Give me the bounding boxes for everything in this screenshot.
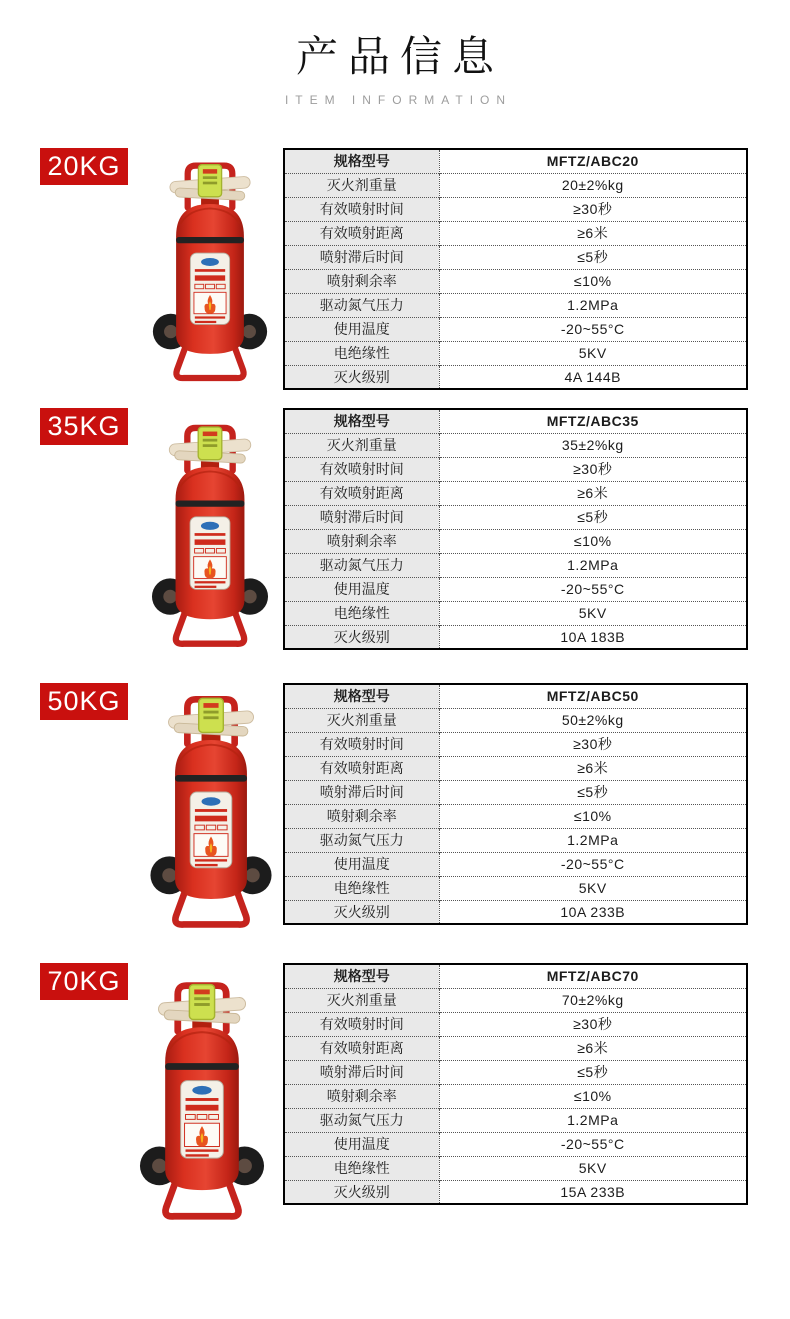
spec-label: 灭火剂重量 (284, 173, 439, 197)
spec-row (284, 341, 747, 365)
spec-value: 5KV (439, 341, 747, 365)
spec-value: 4A 144B (439, 365, 747, 389)
spec-label: 有效喷射距离 (284, 756, 439, 780)
spec-label: 有效喷射距离 (284, 1036, 439, 1060)
spec-value: ≤10% (439, 529, 747, 553)
spec-row (284, 173, 747, 197)
spec-row (284, 505, 747, 529)
spec-label: 使用温度 (284, 852, 439, 876)
spec-row (284, 1036, 747, 1060)
spec-value: ≥6米 (439, 1036, 747, 1060)
spec-label: 使用温度 (284, 577, 439, 601)
spec-label: 有效喷射时间 (284, 457, 439, 481)
spec-label: 电绝缘性 (284, 601, 439, 625)
spec-row (284, 365, 747, 389)
spec-value: 1.2MPa (439, 553, 747, 577)
spec-label: 规格型号 (284, 684, 439, 708)
spec-row (284, 1132, 747, 1156)
spec-row (284, 852, 747, 876)
spec-row (284, 900, 747, 924)
spec-value: 10A 233B (439, 900, 747, 924)
spec-label: 喷射剩余率 (284, 269, 439, 293)
spec-value: 10A 183B (439, 625, 747, 649)
page-header (0, 24, 790, 107)
spec-value: 20±2%kg (439, 173, 747, 197)
spec-label: 规格型号 (284, 409, 439, 433)
spec-value: ≤10% (439, 1084, 747, 1108)
spec-label: 使用温度 (284, 317, 439, 341)
spec-label: 喷射滞后时间 (284, 1060, 439, 1084)
product-section-35kg (0, 406, 790, 664)
spec-label: 有效喷射时间 (284, 1012, 439, 1036)
spec-label: 喷射滞后时间 (284, 245, 439, 269)
spec-row (284, 577, 747, 601)
spec-row (284, 245, 747, 269)
trolley-fire-extinguisher-70kg (116, 973, 288, 1225)
spec-row (284, 197, 747, 221)
spec-value: 70±2%kg (439, 988, 747, 1012)
spec-row (284, 756, 747, 780)
spec-row (284, 1156, 747, 1180)
spec-value: 50±2%kg (439, 708, 747, 732)
spec-table (283, 148, 748, 390)
trolley-fire-extinguisher-icon (142, 414, 278, 654)
trolley-fire-extinguisher-35kg (142, 414, 278, 654)
spec-value: 1.2MPa (439, 828, 747, 852)
spec-label: 有效喷射距离 (284, 221, 439, 245)
spec-label: 有效喷射时间 (284, 732, 439, 756)
spec-row (284, 732, 747, 756)
spec-label: 有效喷射时间 (284, 197, 439, 221)
spec-value: -20~55°C (439, 852, 747, 876)
spec-row (284, 876, 747, 900)
spec-value: ≥30秒 (439, 1012, 747, 1036)
spec-value: 1.2MPa (439, 293, 747, 317)
spec-row (284, 221, 747, 245)
spec-row (284, 293, 747, 317)
spec-row (284, 780, 747, 804)
spec-label: 驱动氮气压力 (284, 1108, 439, 1132)
spec-row (284, 1108, 747, 1132)
spec-row (284, 708, 747, 732)
spec-row (284, 553, 747, 577)
spec-value: 5KV (439, 1156, 747, 1180)
spec-table (283, 408, 748, 650)
spec-model-value: MFTZ/ABC70 (439, 964, 747, 988)
spec-value: ≥30秒 (439, 457, 747, 481)
spec-row (284, 433, 747, 457)
spec-label: 灭火级别 (284, 1180, 439, 1204)
spec-row (284, 529, 747, 553)
product-section-70kg (0, 961, 790, 1219)
trolley-fire-extinguisher-50kg (138, 687, 284, 933)
spec-value: ≥6米 (439, 221, 747, 245)
spec-label: 使用温度 (284, 1132, 439, 1156)
spec-header-row (284, 149, 747, 173)
spec-row (284, 317, 747, 341)
spec-value: 1.2MPa (439, 1108, 747, 1132)
spec-value: ≥6米 (439, 756, 747, 780)
spec-label: 有效喷射距离 (284, 481, 439, 505)
spec-row (284, 625, 747, 649)
spec-label: 喷射滞后时间 (284, 505, 439, 529)
spec-label: 灭火剂重量 (284, 433, 439, 457)
spec-row (284, 988, 747, 1012)
spec-header-row (284, 409, 747, 433)
spec-value: ≥30秒 (439, 197, 747, 221)
size-badge: 70KG (40, 963, 128, 1000)
spec-header-row (284, 684, 747, 708)
spec-model-value: MFTZ/ABC50 (439, 684, 747, 708)
spec-value: -20~55°C (439, 577, 747, 601)
spec-label: 灭火级别 (284, 900, 439, 924)
spec-value: ≤5秒 (439, 505, 747, 529)
spec-value: ≤5秒 (439, 780, 747, 804)
spec-table (283, 683, 748, 925)
spec-row (284, 1180, 747, 1204)
spec-row (284, 481, 747, 505)
spec-row (284, 828, 747, 852)
spec-label: 电绝缘性 (284, 1156, 439, 1180)
product-section-50kg (0, 681, 790, 939)
page-title: 产品信息 (295, 33, 504, 80)
spec-value: 35±2%kg (439, 433, 747, 457)
spec-label: 电绝缘性 (284, 341, 439, 365)
spec-label: 喷射滞后时间 (284, 780, 439, 804)
spec-label: 喷射剩余率 (284, 529, 439, 553)
spec-label: 灭火剂重量 (284, 708, 439, 732)
spec-value: 5KV (439, 601, 747, 625)
spec-value: 15A 233B (439, 1180, 747, 1204)
spec-table (283, 963, 748, 1205)
spec-row (284, 601, 747, 625)
trolley-fire-extinguisher-icon (116, 973, 288, 1225)
spec-label: 电绝缘性 (284, 876, 439, 900)
spec-value: ≤5秒 (439, 1060, 747, 1084)
spec-row (284, 804, 747, 828)
spec-value: -20~55°C (439, 1132, 747, 1156)
spec-row (284, 1084, 747, 1108)
page-subtitle: ITEM INFORMATION (284, 93, 513, 107)
spec-label: 灭火级别 (284, 625, 439, 649)
size-badge: 35KG (40, 408, 128, 445)
spec-model-value: MFTZ/ABC35 (439, 409, 747, 433)
spec-label: 驱动氮气压力 (284, 828, 439, 852)
spec-row (284, 1012, 747, 1036)
trolley-fire-extinguisher-icon (142, 154, 278, 386)
spec-header-row (284, 964, 747, 988)
spec-label: 规格型号 (284, 149, 439, 173)
spec-value: -20~55°C (439, 317, 747, 341)
spec-value: 5KV (439, 876, 747, 900)
product-section-20kg (0, 146, 790, 404)
spec-value: ≤10% (439, 804, 747, 828)
spec-value: ≥30秒 (439, 732, 747, 756)
spec-label: 驱动氮气压力 (284, 293, 439, 317)
spec-row (284, 457, 747, 481)
spec-value: ≤10% (439, 269, 747, 293)
spec-value: ≤5秒 (439, 245, 747, 269)
spec-label: 喷射剩余率 (284, 804, 439, 828)
spec-row (284, 1060, 747, 1084)
trolley-fire-extinguisher-20kg (142, 154, 278, 386)
trolley-fire-extinguisher-icon (138, 687, 284, 933)
size-badge: 20KG (40, 148, 128, 185)
spec-row (284, 269, 747, 293)
spec-label: 驱动氮气压力 (284, 553, 439, 577)
spec-model-value: MFTZ/ABC20 (439, 149, 747, 173)
spec-label: 规格型号 (284, 964, 439, 988)
spec-label: 喷射剩余率 (284, 1084, 439, 1108)
spec-label: 灭火级别 (284, 365, 439, 389)
size-badge: 50KG (40, 683, 128, 720)
spec-value: ≥6米 (439, 481, 747, 505)
spec-label: 灭火剂重量 (284, 988, 439, 1012)
